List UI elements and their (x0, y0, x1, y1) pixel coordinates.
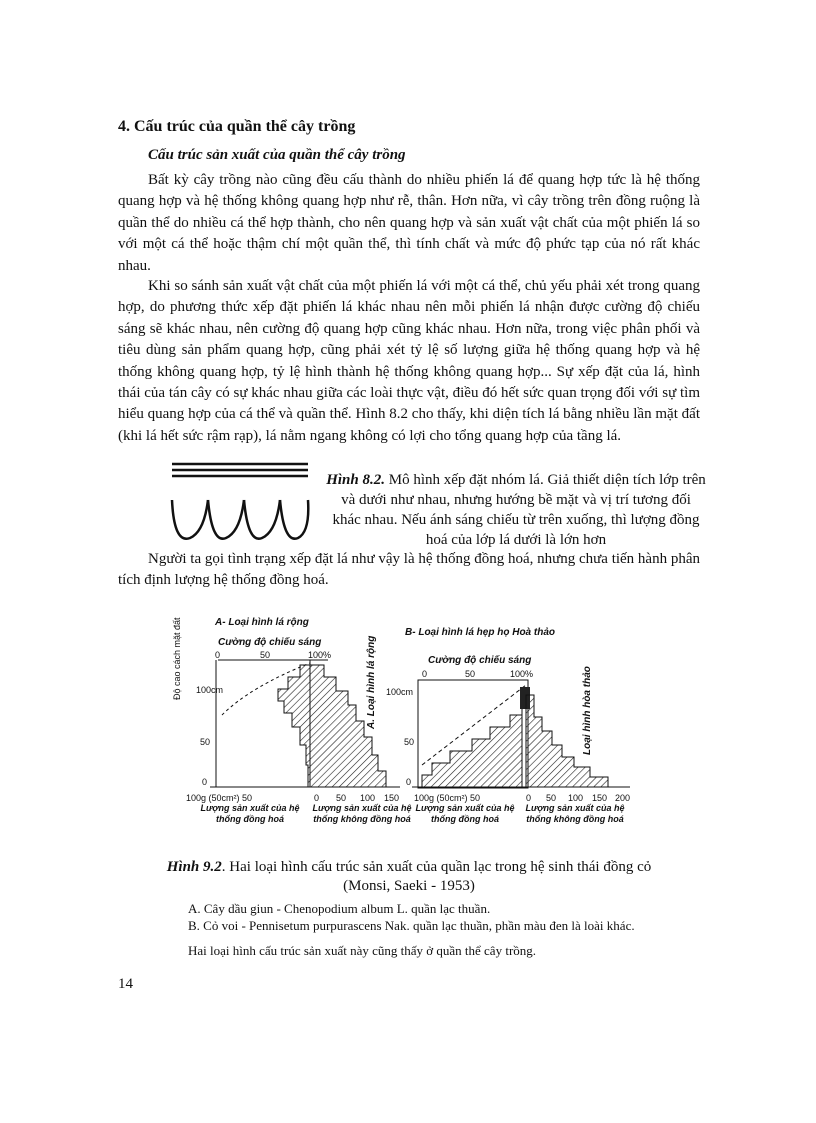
panel-b-h100: 100cm (386, 687, 414, 697)
panel-b-assim-profile (422, 695, 522, 787)
panel-a-h100: 100cm (196, 685, 224, 695)
panel-a-h50: 50 (200, 737, 211, 747)
panel-b-bt-50: 50 (546, 793, 557, 803)
section-heading: 4. Cấu trúc của quần thể cây trồng (118, 118, 356, 135)
panel-b-tick-100: 100% (510, 669, 534, 679)
panel-a-h0: 0 (202, 777, 208, 787)
page-number: 14 (118, 976, 133, 992)
leaf-arrangement-illustration (160, 458, 320, 548)
panel-a-yaxis: Độ cao cách mặt đất (172, 617, 182, 700)
panel-a-legend-nonassim: Lượng sản xuất của hệ thống không đồng hoá (312, 803, 412, 824)
panel-b-legend-assim: Lượng sản xuất của hệ thống đồng hoá (415, 803, 515, 824)
panel-a-tick-100: 100% (308, 650, 332, 660)
panel-a-bt-150: 150 (384, 793, 400, 803)
panel-b-nonassim-profile (526, 695, 608, 787)
figure-9-2-diagram (160, 605, 640, 855)
figure-note-b: B. Cỏ voi - Pennisetum purpurascens Nak. quần lạc thuần, phần màu đen là loài khác. (188, 918, 635, 933)
figure-note-a: A. Cây dầu giun - Chenopodium album L. quần lạc thuần. (188, 901, 491, 916)
panel-b-tick-50: 50 (465, 669, 476, 679)
panel-b-bt-100: 100 (568, 793, 584, 803)
panel-a-bt-0: 0 (314, 793, 320, 803)
figure-8-2-caption: Hình 8.2. Mô hình xếp đặt nhóm lá. Giả thiết diện tích lớp trên và dưới như nhau, nhưng hướng bề mặt và vị trí tương đối khác nhau. Nếu ánh sáng chiếu từ trên xuống, thì lượng đồng hoá của lớp lá dưới là lớn hơn (326, 472, 706, 548)
panel-b-title: B- Loại hình lá hẹp họ Hoà thảo (405, 627, 555, 638)
panel-b-bottom-left: 100g (50cm²) 50 (414, 793, 481, 803)
panel-a-legend-assim: Lượng sản xuất của hệ thống đồng hoá (200, 803, 300, 824)
panel-b-h0: 0 (406, 777, 412, 787)
figure-9-2-caption: Hình 9.2. Hai loại hình cấu trúc sản xuất của quần lạc trong hệ sinh thái đồng cỏ (Monsi, Saeki - 1953) (166, 859, 652, 894)
panel-b-tick-0: 0 (422, 669, 428, 679)
subheading: Cấu trúc sản xuất của quần thể cây trồng (148, 147, 406, 163)
panel-b-side-label: Loại hình hòa thảo (582, 666, 593, 755)
lower-leaf-layer (172, 500, 308, 539)
panel-b-bt-150: 150 (592, 793, 608, 803)
panel-a-tick-50: 50 (260, 650, 271, 660)
paragraph-2: Khi so sánh sản xuất vật chất của một phiến lá với một cá thể, chủ yếu phải xét trong quang hợp, do phương thức xếp đặt phiến lá khác nhau nên mỗi phiến lá nhận được cường độ chiếu sáng sẽ khác nhau, nên cường độ quang hợp cũng khác nhau. Hơn nữa, trong việc phân phối và tiêu dùng sản phẩm quang hợp, cũng phải xét tỷ lệ số lượng giữa hệ thống quang hợp và hệ thống không quang hợp, tỷ lệ hình thành hệ thống không quang hợp... Sự xếp đặt của lá, hình thái của tán cây có sự khác nhau giữa các loài thực vật, điều đó hết sức quan trọng đối với sự tìm hiểu quang hợp của cá thể và quần thể. Hình 8.2 cho thấy, khi diện tích lá bằng nhiều lần mặt đất (khi lá hết sức rậm rạp), lá nằm ngang không có lợi cho tổng quang hợp của tầng lá. (118, 278, 700, 444)
panel-b-bt-200: 200 (615, 793, 631, 803)
panel-b-legend-nonassim: Lượng sản xuất của hệ thống không đồng hoá (525, 803, 625, 824)
panel-b-light-label: Cường độ chiếu sáng (428, 655, 532, 666)
panel-b-h50: 50 (404, 737, 415, 747)
panel-a-side-label: A. Loại hình lá rộng (366, 635, 377, 729)
panel-a-bt-50: 50 (336, 793, 347, 803)
paragraph-1: Bất kỳ cây trồng nào cũng đều cấu thành do nhiều phiến lá để quang hợp tức là hệ thống quang hợp và hệ thống không quang hợp như rễ, thân. Hơn nữa, vì cây trồng trên đồng ruộng là quần thể do nhiều cá thể hợp thành, cho nên quang hợp và sản xuất vật chất của một phiến lá so với một cá thể hoặc thậm chí một quần thể, thì tính chất và mức độ phức tạp của nó rất khác nhau. (118, 172, 700, 274)
panel-a-title: A- Loại hình lá rộng (215, 617, 309, 628)
panel-a-bt-100: 100 (360, 793, 376, 803)
paragraph-3: Người ta gọi tình trạng xếp đặt lá như vậy là hệ thống đồng hoá, nhưng chưa tiến hành phân tích định lượng hệ thống đồng hoá. (118, 551, 700, 589)
panel-a-tick-0: 0 (215, 650, 221, 660)
panel-b-bt-0: 0 (526, 793, 532, 803)
upper-leaf-layer (172, 464, 308, 476)
panel-a-assim-profile (278, 665, 310, 787)
figure-note-c: Hai loại hình cấu trúc sản xuất này cũng thấy ở quần thể cây trồng. (188, 943, 537, 958)
panel-a-bottom-left: 100g (50cm²) 50 (186, 793, 253, 803)
panel-a-light-label: Cường độ chiếu sáng (218, 637, 322, 648)
